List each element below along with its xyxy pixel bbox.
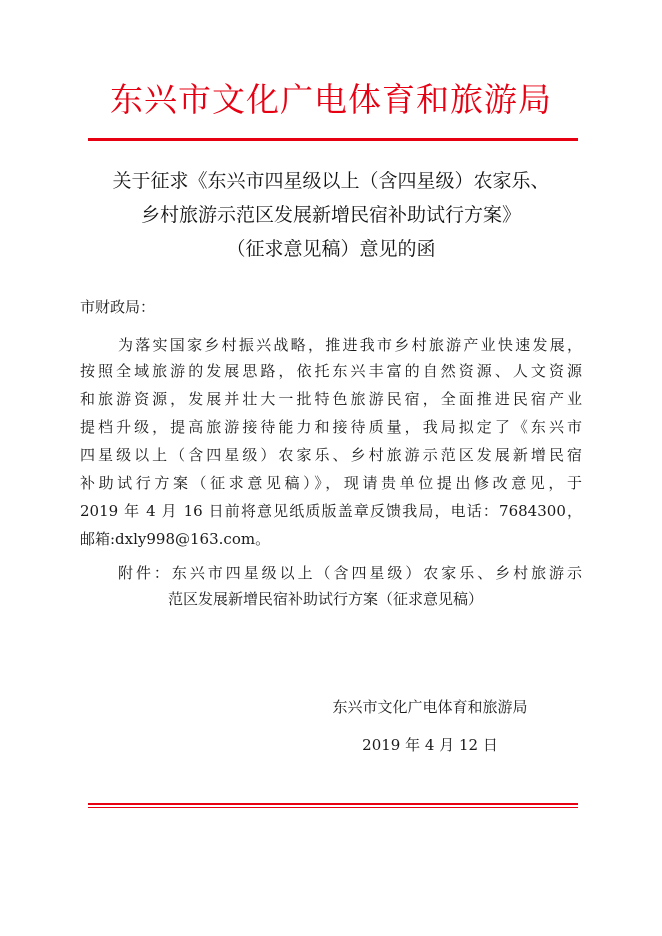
footer-red-rule — [88, 803, 578, 805]
paragraph-line-1: 为落实国家乡村振兴战略，推进我市乡村旅游产业快速发展， — [118, 336, 582, 354]
paragraph-line-6: 补助试行方案（征求意见稿）》，现请贵单位提出修改意见，于 — [80, 474, 582, 492]
paragraph-line-2: 按照全域旅游的发展思路，依托东兴丰富的自然资源、人文资源 — [80, 362, 582, 380]
paragraph-line-3: 和旅游资源，发展并壮大一批特色旅游民宿，全面推进民宿产业 — [80, 390, 582, 408]
attachment-line-1: 附件：东兴市四星级以上（含四星级）农家乐、乡村旅游示 — [118, 564, 582, 582]
signature-org: 东兴市文化广电体育和旅游局 — [332, 698, 528, 716]
issuing-org-header: 东兴市文化广电体育和旅游局 — [110, 80, 552, 119]
paragraph-line-5: 四星级以上（含四星级）农家乐、乡村旅游示范区发展新增民宿 — [80, 446, 582, 464]
header-red-rule — [88, 138, 578, 141]
paragraph-line-7: 2019 年 4 月 16 日前将意见纸质版盖章反馈我局，电话：7684300， — [80, 502, 582, 520]
document-title-line-2: 乡村旅游示范区发展新增民宿补助试行方案》 — [140, 204, 521, 226]
document-title-line-3: （征求意见稿）意见的函 — [226, 238, 436, 260]
paragraph-line-4: 提档升级，提高旅游接待能力和接待质量，我局拟定了《东兴市 — [80, 418, 582, 436]
footer-red-rule-thin — [88, 807, 578, 808]
paragraph-line-8: 邮箱:dxly998@163.com。 — [80, 530, 271, 548]
attachment-line-2: 范区发展新增民宿补助试行方案（征求意见稿） — [168, 590, 484, 608]
signature-date: 2019 年 4 月 12 日 — [362, 736, 498, 754]
addressee: 市财政局： — [80, 298, 156, 316]
document-title-line-1: 关于征求《东兴市四星级以上（含四星级）农家乐、 — [112, 170, 550, 192]
